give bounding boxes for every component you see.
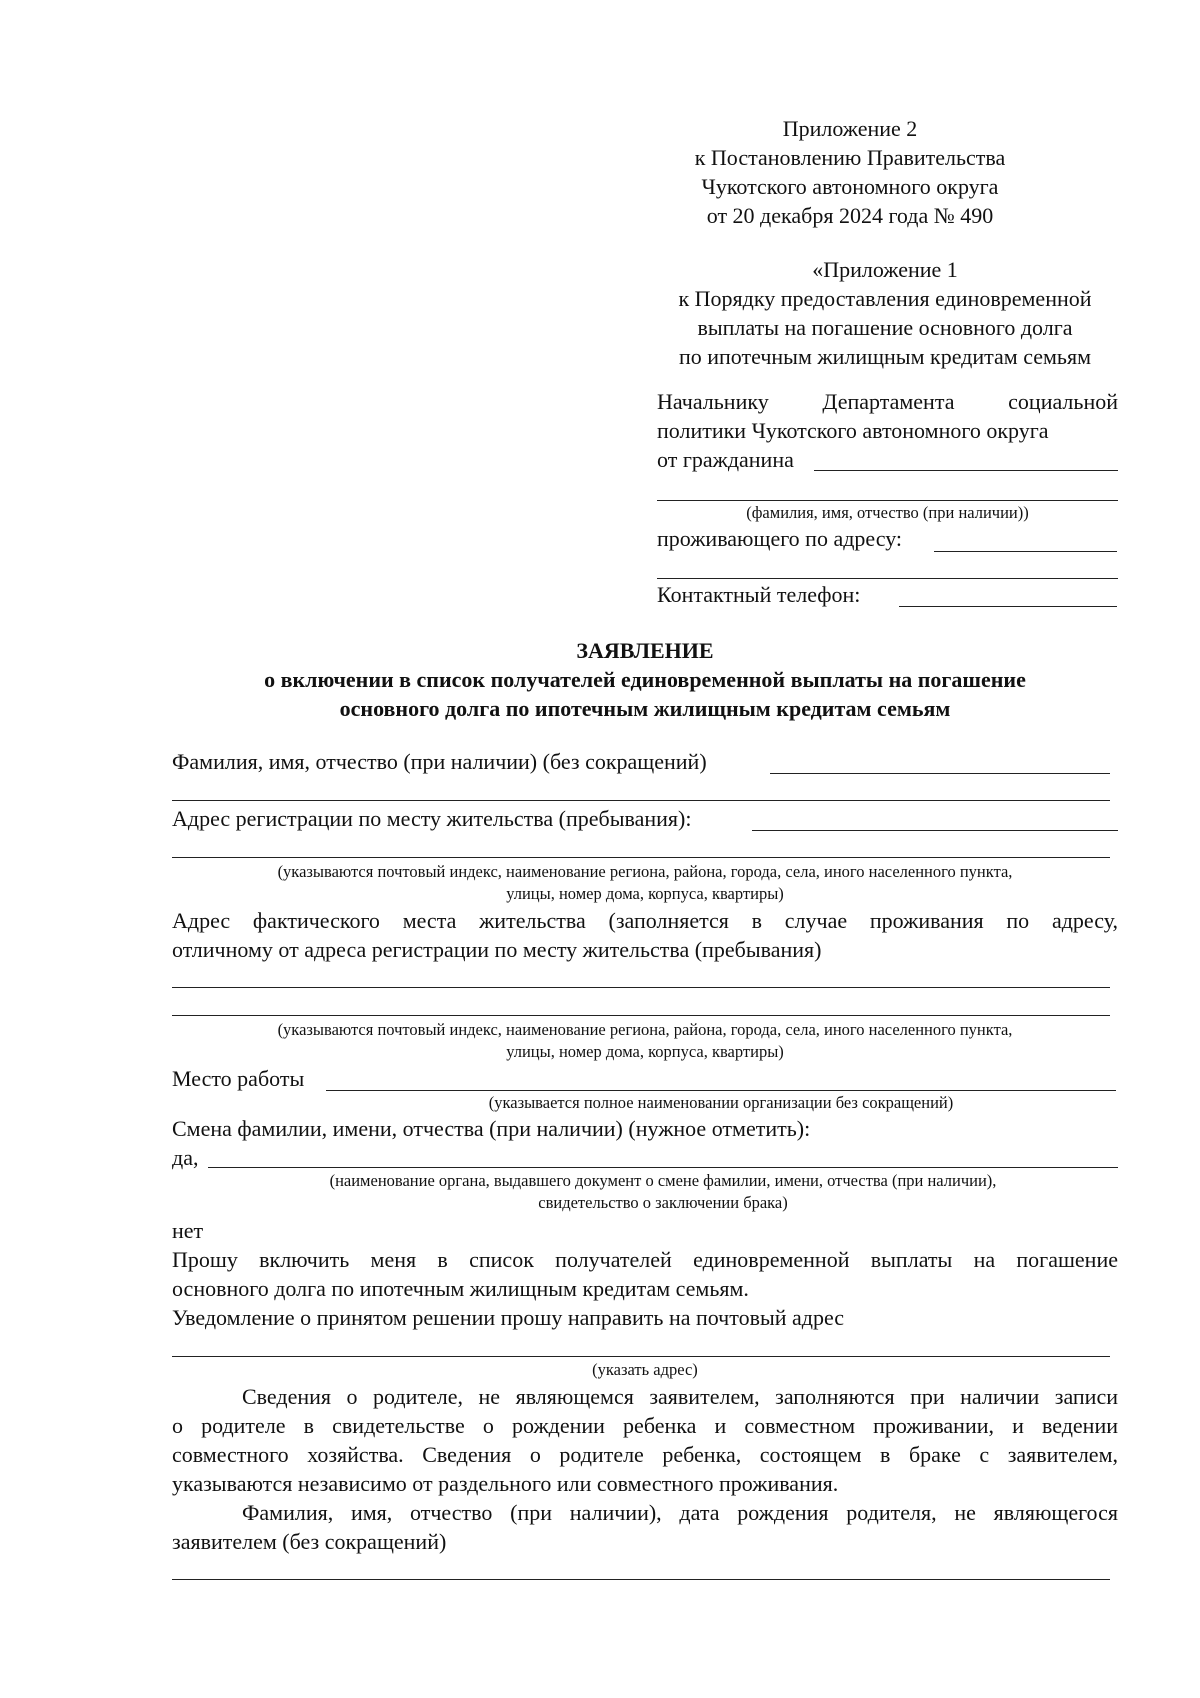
name-change-yes-option[interactable]: да, [172, 1145, 199, 1170]
yes-hint-2: свидетельство о заключении брака) [538, 1193, 788, 1212]
name-change-label: Смена фамилии, имени, отчества (при наличии) (нужное отметить): [172, 1116, 811, 1141]
document-subtitle-1: о включении в список получателей единовременной выплаты на погашение [264, 667, 1026, 692]
phone-field[interactable] [899, 606, 1117, 607]
addressee-line-1: Начальнику Департамента социальной [657, 389, 1118, 414]
appendix-1-header [650, 255, 1120, 371]
addressee-line-2: политики Чукотского автономного округа [657, 418, 1049, 443]
header-line: «Приложение 1 [812, 257, 958, 282]
addressee-block [657, 387, 1118, 474]
residing-field[interactable] [934, 551, 1117, 552]
address-hint-1: (указываются почтовый индекс, наименование региона, района, города, села, иного населенного пункта, [277, 862, 1013, 881]
document-title: ЗАЯВЛЕНИЕ [576, 638, 714, 663]
phone-label: Контактный телефон: [657, 582, 861, 607]
paragraph-line: указываются независимо от раздельного или совместного проживания. [172, 1471, 839, 1496]
parent-fio-field[interactable] [172, 1579, 1110, 1580]
actual-address-line-2: отличному от адреса регистрации по месту жительства (пребывания) [172, 937, 822, 962]
paragraph-line: совместного хозяйства. Сведения о родителе ребенка, состоящем в браке с заявителем, [172, 1442, 1118, 1467]
header-line: к Постановлению Правительства [694, 145, 1006, 170]
address-hint-1b: (указываются почтовый индекс, наименование региона, района, города, села, иного населенного пункта, [277, 1020, 1013, 1039]
address-hint-2: улицы, номер дома, корпуса, квартиры) [506, 884, 784, 903]
header-line: Приложение 2 [782, 116, 918, 141]
header-line: Чукотского автономного округа [701, 174, 999, 199]
actual-address-line-1: Адрес фактического места жительства (заполняется в случае проживания по адресу, [172, 908, 1118, 933]
header-line: по ипотечным жилищным кредитам семьям [678, 344, 1092, 369]
notify-label: Уведомление о принятом решении прошу направить на почтовый адрес [172, 1305, 845, 1330]
notify-address-field[interactable] [172, 1356, 1110, 1357]
paragraph-line: Сведения о родителе, не являющемся заявителем, заполняются при наличии записи [242, 1384, 1118, 1409]
workplace-label: Место работы [172, 1066, 305, 1091]
header-line: к Порядку предоставления единовременной [678, 286, 1092, 311]
yes-hint-1: (наименование органа, выдавшего документ о смене фамилии, имени, отчества (при наличии), [329, 1171, 997, 1190]
document-subtitle-2: основного долга по ипотечным жилищным кредитам семьям [339, 696, 951, 721]
paragraph-line: о родителе в свидетельстве о рождении ребенка и совместном проживании, и ведении [172, 1413, 1118, 1438]
fio-hint: (фамилия, имя, отчество (при наличии)) [746, 503, 1029, 522]
fio-label: Фамилия, имя, отчество (при наличии) (без сокращений) [172, 749, 707, 774]
reg-address-label: Адрес регистрации по месту жительства (пребывания): [172, 806, 692, 831]
workplace-hint: (указывается полное наименовании организации без сокращений) [488, 1093, 954, 1112]
from-citizen-field-2[interactable] [657, 500, 1118, 501]
address-hint-2b: улицы, номер дома, корпуса, квартиры) [506, 1042, 784, 1061]
residing-field-2[interactable] [657, 578, 1118, 579]
paragraph-line: Фамилия, имя, отчество (при наличии), дата рождения родителя, не являющегося [242, 1500, 1118, 1525]
header-line: выплаты на погашение основного долга [697, 315, 1073, 340]
name-change-authority-field[interactable] [208, 1167, 1118, 1168]
actual-address-field[interactable] [172, 987, 1110, 988]
fio-field-2[interactable] [172, 800, 1110, 801]
request-line-2: основного долга по ипотечным жилищным кредитам семьям. [172, 1276, 749, 1301]
notify-hint: (указать адрес) [592, 1360, 698, 1379]
from-citizen-field[interactable] [814, 470, 1118, 471]
from-citizen-label: от гражданина [657, 447, 794, 472]
workplace-field[interactable] [326, 1090, 1116, 1091]
appendix-2-header [640, 114, 1060, 230]
reg-address-field[interactable] [752, 830, 1118, 831]
fio-field[interactable] [770, 773, 1110, 774]
paragraph-line: заявителем (без сокращений) [172, 1529, 447, 1554]
reg-address-field-2[interactable] [172, 857, 1110, 858]
name-change-no-option[interactable]: нет [172, 1218, 204, 1243]
request-line-1: Прошу включить меня в список получателей единовременной выплаты на погашение [172, 1247, 1118, 1272]
parent-fio-paragraph [172, 1498, 1118, 1556]
residing-label: проживающего по адресу: [657, 526, 903, 551]
header-line: от 20 декабря 2024 года № 490 [706, 203, 994, 228]
actual-address-field-2[interactable] [172, 1015, 1110, 1016]
parent-info-paragraph [172, 1382, 1118, 1498]
